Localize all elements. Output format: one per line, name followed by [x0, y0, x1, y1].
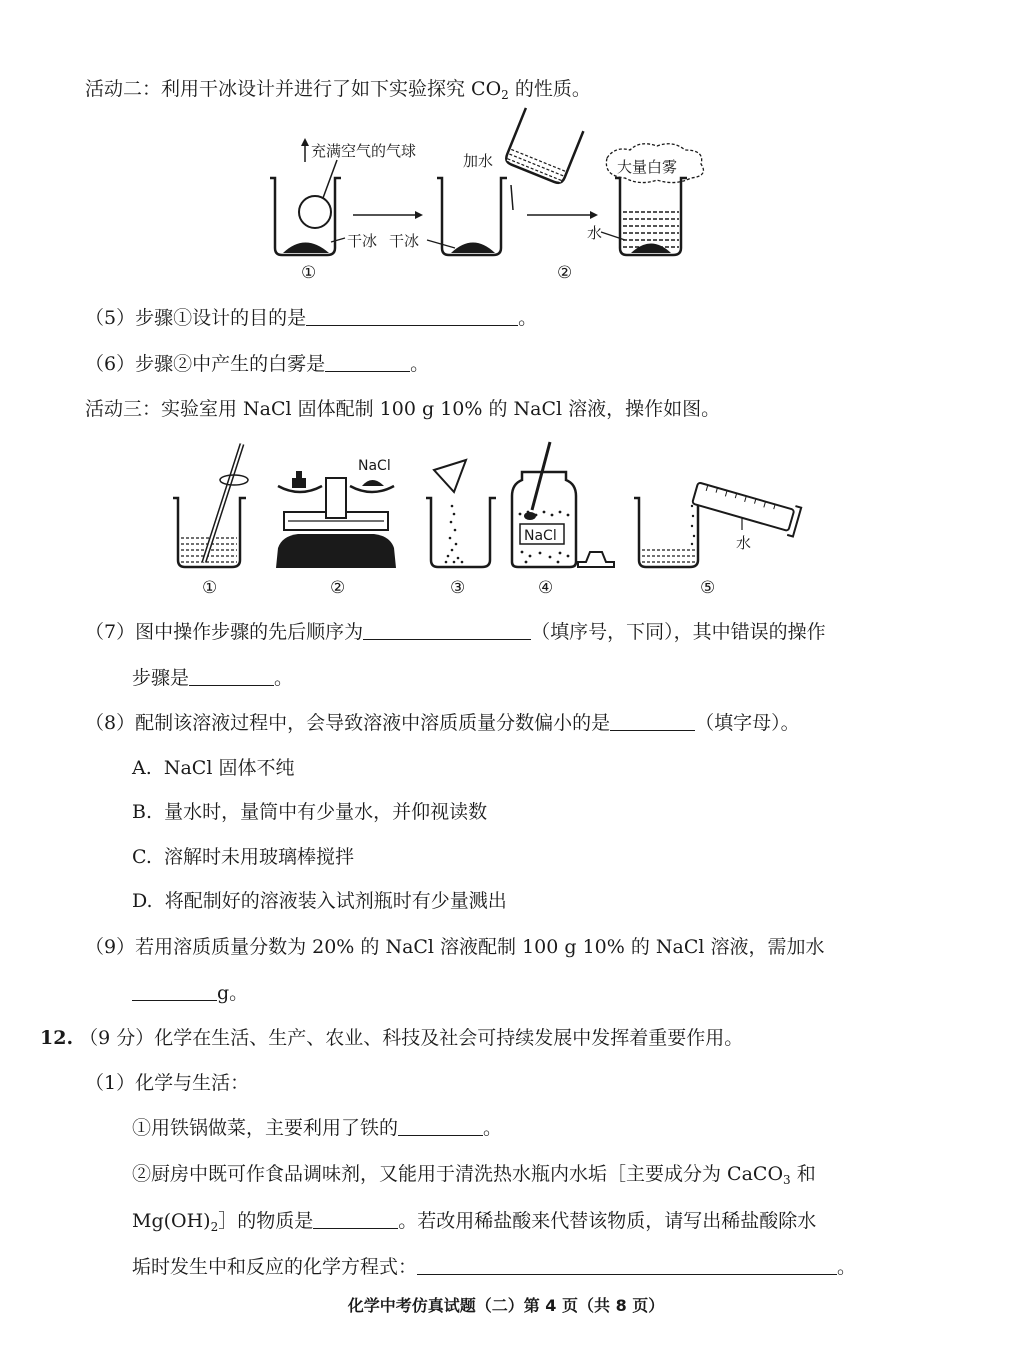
answer-blank-12-1a[interactable]	[398, 1115, 483, 1136]
question-7: （7）图中操作步骤的先后顺序为 （填序号，下同），其中错误的操作	[85, 621, 826, 643]
answer-blank-q7-order[interactable]	[363, 619, 531, 640]
question-9: （9）若用溶质质量分数为 20% 的 NaCl 溶液配制 100 g 10% 的 NaCl 溶液，需加水	[85, 936, 825, 958]
svg-text:②: ②	[330, 578, 346, 598]
page-footer: 化学中考仿真试题（二）第 4 页（共 8 页）	[347, 1296, 665, 1315]
svg-text:①: ①	[301, 263, 317, 283]
answer-blank-q6[interactable]	[325, 351, 410, 372]
svg-text:水: 水	[587, 224, 603, 242]
answer-blank-q8[interactable]	[610, 710, 695, 731]
question-12-1a: ①用铁锅做菜，主要利用了铁的 。	[132, 1117, 503, 1139]
svg-text:⑤: ⑤	[700, 578, 716, 598]
svg-text:大量白雾: 大量白雾	[617, 158, 678, 176]
question-12-1: （1）化学与生活：	[85, 1072, 250, 1094]
answer-blank-q9[interactable]	[132, 980, 217, 1001]
question-5: （5）步骤①设计的目的是 。	[85, 307, 538, 329]
option-d: D. 将配制好的溶液装入试剂瓶时有少量溅出	[132, 890, 507, 912]
activity2-title: 活动二：利用干冰设计并进行了如下实验探究 $CO_2$ 的性质。	[85, 78, 591, 102]
question-8: （8）配制该溶液过程中，会导致溶液中溶质质量分数偏小的是 （填字母）。	[85, 712, 800, 734]
option-c: C. 溶解时未用玻璃棒搅拌	[132, 846, 355, 868]
question-6: （6）步骤②中产生的白雾是 。	[85, 353, 430, 375]
question-9-cont: g。	[132, 980, 248, 1006]
svg-text:①: ①	[202, 578, 218, 598]
question-12-1b-line2: $Mg(OH)_2]$的物质是 。若改用稀盐酸来代替该物质，请写出稀盐酸除水	[132, 1210, 817, 1234]
question-12: 12. （9 分）化学在生活、生产、农业、科技及社会可持续发展中发挥着重要作用。	[40, 1027, 744, 1049]
svg-text:加水: 加水	[463, 152, 494, 170]
activity3-title: 活动三：实验室用 NaCl 固体配制 100 g 10% 的 NaCl 溶液，操作如图。	[85, 398, 721, 420]
option-b: B. 量水时，量筒中有少量水，并仰视读数	[132, 801, 488, 823]
question-12-1b-line1: ②厨房中既可作食品调味剂，又能用于清洗热水瓶内水垢［主要成分为 CaCO$_3$ 和	[132, 1163, 816, 1187]
co2-experiment-figure	[265, 120, 725, 283]
svg-text:干冰: 干冰	[389, 232, 420, 250]
question-7-cont: 步骤是 。	[132, 667, 294, 689]
svg-text:④: ④	[538, 578, 554, 598]
svg-text:NaCl: NaCl	[358, 458, 391, 474]
svg-text:NaCl: NaCl	[524, 528, 557, 544]
answer-blank-12-1b-substance[interactable]	[313, 1208, 398, 1229]
nacl-solution-figure	[168, 440, 808, 600]
option-a: A. NaCl 固体不纯	[132, 757, 295, 779]
svg-text:②: ②	[557, 263, 573, 283]
answer-blank-q7-wrong[interactable]	[189, 665, 274, 686]
question-12-1b-line3: 垢时发生中和反应的化学方程式： 。	[132, 1256, 857, 1278]
svg-text:水: 水	[736, 534, 752, 552]
answer-blank-12-1b-equation[interactable]	[417, 1254, 837, 1275]
svg-text:③: ③	[450, 578, 466, 598]
svg-text:充满空气的气球: 充满空气的气球	[311, 142, 417, 160]
svg-text:干冰: 干冰	[347, 232, 378, 250]
answer-blank-q5[interactable]	[306, 305, 518, 326]
